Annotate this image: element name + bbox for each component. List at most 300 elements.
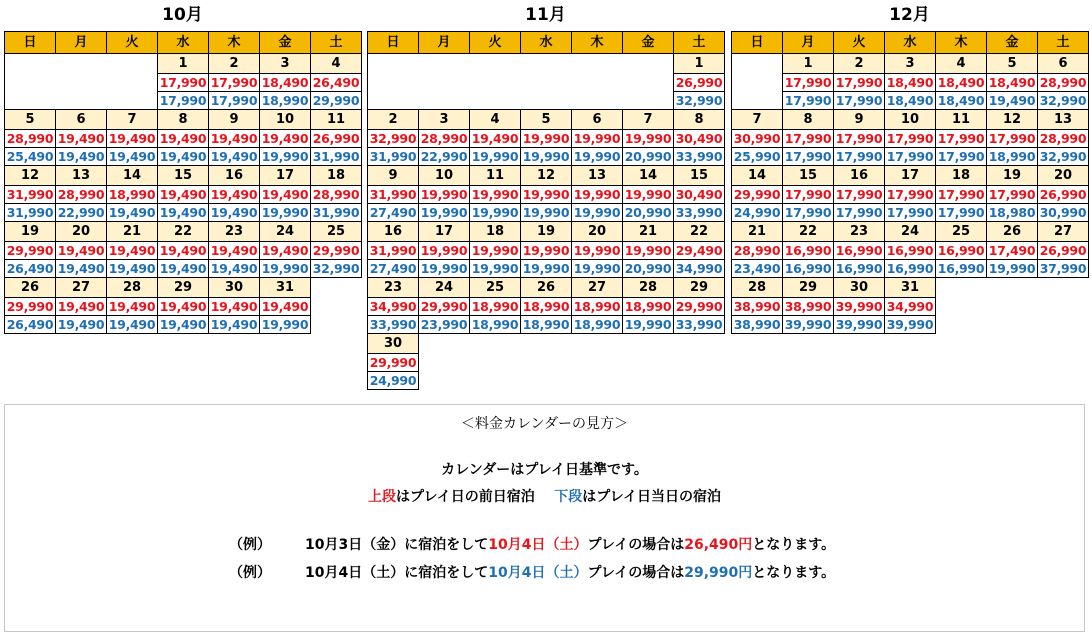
price-same-day: 19,990 bbox=[259, 315, 311, 334]
price-same-day: 19,490 bbox=[106, 315, 158, 334]
price-same-day: 17,990 bbox=[208, 91, 260, 110]
price-prev-night: 17,990 bbox=[208, 73, 260, 92]
example-prefix: （例） bbox=[229, 537, 271, 553]
weekday-header: 月 bbox=[418, 31, 470, 54]
day-number: 29 bbox=[157, 277, 209, 298]
price-prev-night: 18,490 bbox=[986, 73, 1038, 92]
price-prev-night: 19,490 bbox=[208, 185, 260, 204]
price-same-day: 27,490 bbox=[367, 203, 419, 222]
day-number: 24 bbox=[259, 221, 311, 242]
month-title: 12月 bbox=[889, 5, 930, 25]
price-prev-night: 19,490 bbox=[208, 129, 260, 148]
price-same-day: 19,490 bbox=[106, 147, 158, 166]
day-number: 9 bbox=[833, 109, 885, 130]
price-prev-night: 18,990 bbox=[520, 297, 572, 316]
price-same-day: 30,990 bbox=[1037, 203, 1089, 222]
day-number: 20 bbox=[1037, 165, 1089, 186]
day-number: 14 bbox=[622, 165, 674, 186]
day-number: 9 bbox=[367, 165, 419, 186]
day-number: 27 bbox=[571, 277, 623, 298]
day-number: 29 bbox=[673, 277, 725, 298]
price-prev-night: 29,990 bbox=[731, 185, 783, 204]
price-same-day: 18,990 bbox=[571, 315, 623, 334]
price-prev-night: 17,490 bbox=[986, 241, 1038, 260]
day-number: 7 bbox=[622, 109, 674, 130]
price-same-day: 17,990 bbox=[833, 147, 885, 166]
price-prev-night: 18,490 bbox=[935, 73, 987, 92]
day-number: 26 bbox=[4, 277, 56, 298]
price-prev-night: 31,990 bbox=[4, 185, 56, 204]
price-prev-night: 19,490 bbox=[157, 241, 209, 260]
price-same-day: 17,990 bbox=[935, 203, 987, 222]
example-play-date: 10月4日（土） bbox=[488, 537, 588, 553]
price-prev-night: 29,990 bbox=[4, 241, 56, 260]
day-number: 3 bbox=[418, 109, 470, 130]
day-number: 2 bbox=[208, 53, 260, 74]
price-same-day: 32,990 bbox=[673, 91, 725, 110]
price-prev-night: 17,990 bbox=[935, 185, 987, 204]
day-number: 30 bbox=[367, 333, 419, 354]
price-prev-night: 19,990 bbox=[520, 241, 572, 260]
day-number: 17 bbox=[259, 165, 311, 186]
price-same-day: 26,490 bbox=[4, 315, 56, 334]
price-prev-night: 16,990 bbox=[833, 241, 885, 260]
day-number: 3 bbox=[884, 53, 936, 74]
price-prev-night: 19,490 bbox=[157, 129, 209, 148]
day-number: 19 bbox=[986, 165, 1038, 186]
price-same-day: 20,990 bbox=[622, 203, 674, 222]
day-number: 8 bbox=[157, 109, 209, 130]
price-prev-night: 18,990 bbox=[571, 297, 623, 316]
price-prev-night: 19,990 bbox=[571, 129, 623, 148]
price-prev-night: 19,490 bbox=[55, 297, 107, 316]
price-same-day: 19,490 bbox=[157, 147, 209, 166]
price-prev-night: 19,990 bbox=[469, 185, 521, 204]
day-number: 11 bbox=[469, 165, 521, 186]
price-prev-night: 28,990 bbox=[4, 129, 56, 148]
price-prev-night: 34,990 bbox=[367, 297, 419, 316]
day-number: 12 bbox=[4, 165, 56, 186]
price-same-day: 19,490 bbox=[208, 259, 260, 278]
price-prev-night: 19,990 bbox=[418, 185, 470, 204]
weekday-header: 日 bbox=[731, 31, 783, 54]
day-number: 29 bbox=[782, 277, 834, 298]
weekday-header: 金 bbox=[259, 31, 311, 54]
weekday-header: 日 bbox=[4, 31, 56, 54]
price-same-day: 38,990 bbox=[731, 315, 783, 334]
price-prev-night: 19,490 bbox=[157, 297, 209, 316]
price-prev-night: 28,990 bbox=[418, 129, 470, 148]
price-same-day: 32,990 bbox=[310, 259, 362, 278]
price-prev-night: 18,990 bbox=[106, 185, 158, 204]
price-same-day: 19,990 bbox=[418, 203, 470, 222]
day-number: 9 bbox=[208, 109, 260, 130]
day-number: 25 bbox=[469, 277, 521, 298]
month-title: 11月 bbox=[525, 5, 566, 25]
weekday-header: 月 bbox=[55, 31, 107, 54]
day-number: 23 bbox=[833, 221, 885, 242]
day-number: 3 bbox=[259, 53, 311, 74]
price-prev-night: 39,990 bbox=[833, 297, 885, 316]
price-same-day: 19,490 bbox=[157, 259, 209, 278]
upper-tier-text: はプレイ日の前日宿泊 bbox=[396, 489, 535, 505]
price-same-day: 27,490 bbox=[367, 259, 419, 278]
price-prev-night: 17,990 bbox=[884, 185, 936, 204]
price-same-day: 19,990 bbox=[986, 259, 1038, 278]
price-prev-night: 29,990 bbox=[418, 297, 470, 316]
day-number: 2 bbox=[367, 109, 419, 130]
price-prev-night: 28,990 bbox=[310, 185, 362, 204]
price-same-day: 19,990 bbox=[520, 147, 572, 166]
price-same-day: 22,990 bbox=[418, 147, 470, 166]
month-title: 10月 bbox=[162, 5, 203, 25]
price-same-day: 31,990 bbox=[367, 147, 419, 166]
day-number: 11 bbox=[310, 109, 362, 130]
price-prev-night: 30,990 bbox=[731, 129, 783, 148]
day-number: 1 bbox=[157, 53, 209, 74]
price-same-day: 18,990 bbox=[469, 315, 521, 334]
weekday-header: 水 bbox=[520, 31, 572, 54]
day-number: 19 bbox=[4, 221, 56, 242]
price-same-day: 19,990 bbox=[418, 259, 470, 278]
price-prev-night: 17,990 bbox=[833, 185, 885, 204]
price-same-day: 17,990 bbox=[833, 203, 885, 222]
price-same-day: 18,990 bbox=[986, 147, 1038, 166]
price-prev-night: 19,490 bbox=[55, 241, 107, 260]
price-prev-night: 18,490 bbox=[884, 73, 936, 92]
price-prev-night: 19,490 bbox=[208, 297, 260, 316]
weekday-header: 土 bbox=[673, 31, 725, 54]
day-number: 23 bbox=[208, 221, 260, 242]
day-number: 10 bbox=[418, 165, 470, 186]
price-same-day: 19,990 bbox=[571, 147, 623, 166]
day-number: 22 bbox=[782, 221, 834, 242]
price-prev-night: 19,490 bbox=[469, 129, 521, 148]
example-price: 26,490円 bbox=[684, 537, 753, 553]
upper-tier-label: 上段 bbox=[368, 489, 396, 505]
price-prev-night: 29,990 bbox=[310, 241, 362, 260]
price-same-day: 20,990 bbox=[622, 259, 674, 278]
price-prev-night: 17,990 bbox=[884, 129, 936, 148]
example-prefix: （例） bbox=[229, 565, 271, 581]
price-prev-night: 19,990 bbox=[418, 241, 470, 260]
price-same-day: 23,990 bbox=[418, 315, 470, 334]
day-number: 28 bbox=[731, 277, 783, 298]
price-prev-night: 16,990 bbox=[782, 241, 834, 260]
price-same-day: 19,490 bbox=[55, 315, 107, 334]
price-prev-night: 26,990 bbox=[673, 73, 725, 92]
day-number: 21 bbox=[731, 221, 783, 242]
price-prev-night: 19,490 bbox=[259, 297, 311, 316]
price-same-day: 19,490 bbox=[55, 259, 107, 278]
price-same-day: 19,990 bbox=[469, 147, 521, 166]
day-number: 30 bbox=[208, 277, 260, 298]
price-same-day: 19,490 bbox=[157, 203, 209, 222]
price-prev-night: 19,990 bbox=[520, 185, 572, 204]
day-number: 5 bbox=[4, 109, 56, 130]
price-same-day: 31,990 bbox=[310, 203, 362, 222]
day-number: 15 bbox=[673, 165, 725, 186]
price-prev-night: 19,490 bbox=[106, 297, 158, 316]
day-number: 2 bbox=[833, 53, 885, 74]
price-prev-night: 19,490 bbox=[157, 185, 209, 204]
empty-cell bbox=[4, 53, 158, 110]
price-prev-night: 19,990 bbox=[520, 129, 572, 148]
day-number: 30 bbox=[833, 277, 885, 298]
price-same-day: 19,490 bbox=[208, 147, 260, 166]
example-stay: 10月4日（土）に宿泊をして bbox=[305, 565, 489, 581]
day-number: 8 bbox=[782, 109, 834, 130]
price-same-day: 39,990 bbox=[782, 315, 834, 334]
price-prev-night: 17,990 bbox=[157, 73, 209, 92]
weekday-header: 木 bbox=[208, 31, 260, 54]
price-same-day: 32,990 bbox=[1037, 147, 1089, 166]
day-number: 22 bbox=[673, 221, 725, 242]
price-same-day: 19,990 bbox=[622, 315, 674, 334]
price-same-day: 18,990 bbox=[259, 91, 311, 110]
day-number: 20 bbox=[55, 221, 107, 242]
price-same-day: 33,990 bbox=[673, 147, 725, 166]
price-same-day: 19,990 bbox=[259, 203, 311, 222]
price-prev-night: 26,990 bbox=[1037, 241, 1089, 260]
price-same-day: 37,990 bbox=[1037, 259, 1089, 278]
price-same-day: 34,990 bbox=[673, 259, 725, 278]
day-number: 18 bbox=[935, 165, 987, 186]
price-prev-night: 17,990 bbox=[833, 73, 885, 92]
day-number: 13 bbox=[571, 165, 623, 186]
price-prev-night: 17,990 bbox=[782, 129, 834, 148]
price-prev-night: 17,990 bbox=[782, 73, 834, 92]
price-same-day: 39,990 bbox=[833, 315, 885, 334]
day-number: 14 bbox=[731, 165, 783, 186]
day-number: 21 bbox=[622, 221, 674, 242]
price-prev-night: 19,490 bbox=[55, 129, 107, 148]
day-number: 28 bbox=[622, 277, 674, 298]
example-play-date: 10月4日（土） bbox=[488, 565, 588, 581]
day-number: 5 bbox=[520, 109, 572, 130]
day-number: 4 bbox=[469, 109, 521, 130]
price-same-day: 19,990 bbox=[520, 259, 572, 278]
price-prev-night: 18,990 bbox=[469, 297, 521, 316]
price-same-day: 16,990 bbox=[782, 259, 834, 278]
weekday-header: 月 bbox=[782, 31, 834, 54]
price-prev-night: 26,490 bbox=[310, 73, 362, 92]
day-number: 5 bbox=[986, 53, 1038, 74]
price-same-day: 19,990 bbox=[571, 259, 623, 278]
day-number: 26 bbox=[520, 277, 572, 298]
day-number: 31 bbox=[259, 277, 311, 298]
price-prev-night: 17,990 bbox=[986, 129, 1038, 148]
price-prev-night: 28,990 bbox=[55, 185, 107, 204]
weekday-header: 木 bbox=[935, 31, 987, 54]
day-number: 12 bbox=[986, 109, 1038, 130]
price-same-day: 23,490 bbox=[731, 259, 783, 278]
lower-tier-label: 下段 bbox=[554, 489, 583, 505]
price-prev-night: 30,490 bbox=[673, 185, 725, 204]
day-number: 15 bbox=[157, 165, 209, 186]
price-same-day: 19,990 bbox=[469, 203, 521, 222]
day-number: 27 bbox=[55, 277, 107, 298]
day-number: 14 bbox=[106, 165, 158, 186]
legend-title: ＜料金カレンダーの見方＞ bbox=[460, 416, 629, 432]
day-number: 20 bbox=[571, 221, 623, 242]
price-same-day: 19,490 bbox=[157, 315, 209, 334]
price-same-day: 24,990 bbox=[367, 371, 419, 390]
weekday-header: 金 bbox=[622, 31, 674, 54]
day-number: 10 bbox=[259, 109, 311, 130]
price-prev-night: 16,990 bbox=[935, 241, 987, 260]
price-prev-night: 31,990 bbox=[367, 185, 419, 204]
legend-line-basis: カレンダーはプレイ日基準です。 bbox=[441, 462, 648, 478]
day-number: 15 bbox=[782, 165, 834, 186]
day-number: 1 bbox=[782, 53, 834, 74]
price-prev-night: 19,490 bbox=[106, 129, 158, 148]
price-prev-night: 19,990 bbox=[622, 241, 674, 260]
day-number: 13 bbox=[55, 165, 107, 186]
day-number: 24 bbox=[884, 221, 936, 242]
price-same-day: 19,490 bbox=[986, 91, 1038, 110]
price-prev-night: 17,990 bbox=[833, 129, 885, 148]
price-same-day: 25,490 bbox=[4, 147, 56, 166]
day-number: 17 bbox=[418, 221, 470, 242]
price-prev-night: 19,990 bbox=[469, 241, 521, 260]
day-number: 4 bbox=[935, 53, 987, 74]
price-same-day: 20,990 bbox=[622, 147, 674, 166]
example-suffix: となります。 bbox=[752, 565, 836, 581]
price-same-day: 19,490 bbox=[208, 315, 260, 334]
day-number: 8 bbox=[673, 109, 725, 130]
weekday-header: 水 bbox=[884, 31, 936, 54]
day-number: 22 bbox=[157, 221, 209, 242]
weekday-header: 火 bbox=[833, 31, 885, 54]
day-number: 16 bbox=[367, 221, 419, 242]
day-number: 6 bbox=[571, 109, 623, 130]
weekday-header: 日 bbox=[367, 31, 419, 54]
lower-tier-text: はプレイ日当日の宿泊 bbox=[582, 489, 721, 505]
price-prev-night: 19,490 bbox=[259, 129, 311, 148]
price-same-day: 18,980 bbox=[986, 203, 1038, 222]
price-same-day: 22,990 bbox=[55, 203, 107, 222]
price-prev-night: 18,990 bbox=[622, 297, 674, 316]
price-prev-night: 19,490 bbox=[259, 185, 311, 204]
price-same-day: 25,990 bbox=[731, 147, 783, 166]
day-number: 1 bbox=[673, 53, 725, 74]
weekday-header: 水 bbox=[157, 31, 209, 54]
legend-box bbox=[4, 404, 1085, 632]
price-prev-night: 28,990 bbox=[1037, 129, 1089, 148]
price-prev-night: 29,990 bbox=[673, 297, 725, 316]
price-same-day: 17,990 bbox=[833, 91, 885, 110]
day-number: 23 bbox=[367, 277, 419, 298]
price-same-day: 39,990 bbox=[884, 315, 936, 334]
day-number: 6 bbox=[55, 109, 107, 130]
price-same-day: 32,990 bbox=[1037, 91, 1089, 110]
price-same-day: 33,990 bbox=[673, 315, 725, 334]
price-same-day: 33,990 bbox=[673, 203, 725, 222]
price-prev-night: 34,990 bbox=[884, 297, 936, 316]
day-number: 12 bbox=[520, 165, 572, 186]
example-stay: 10月3日（金）に宿泊をして bbox=[305, 537, 489, 553]
price-same-day: 19,490 bbox=[55, 147, 107, 166]
price-prev-night: 29,990 bbox=[4, 297, 56, 316]
price-prev-night: 26,990 bbox=[310, 129, 362, 148]
example-mid: プレイの場合は bbox=[587, 537, 685, 553]
price-prev-night: 19,990 bbox=[622, 129, 674, 148]
price-same-day: 19,990 bbox=[520, 203, 572, 222]
day-number: 11 bbox=[935, 109, 987, 130]
price-same-day: 19,990 bbox=[469, 259, 521, 278]
weekday-header: 金 bbox=[986, 31, 1038, 54]
price-prev-night: 19,990 bbox=[571, 185, 623, 204]
price-prev-night: 38,990 bbox=[782, 297, 834, 316]
day-number: 28 bbox=[106, 277, 158, 298]
example-line-1 bbox=[229, 534, 835, 554]
price-same-day: 31,990 bbox=[310, 147, 362, 166]
empty-cell bbox=[367, 53, 674, 110]
price-prev-night: 19,990 bbox=[622, 185, 674, 204]
example-suffix: となります。 bbox=[752, 537, 836, 553]
empty-cell bbox=[731, 53, 783, 110]
price-prev-night: 28,990 bbox=[731, 241, 783, 260]
price-same-day: 24,990 bbox=[731, 203, 783, 222]
price-same-day: 17,990 bbox=[884, 147, 936, 166]
price-prev-night: 29,490 bbox=[673, 241, 725, 260]
price-prev-night: 18,490 bbox=[259, 73, 311, 92]
day-number: 26 bbox=[986, 221, 1038, 242]
example-mid: プレイの場合は bbox=[587, 565, 685, 581]
price-same-day: 29,990 bbox=[310, 91, 362, 110]
day-number: 10 bbox=[884, 109, 936, 130]
price-same-day: 26,490 bbox=[4, 259, 56, 278]
day-number: 17 bbox=[884, 165, 936, 186]
day-number: 18 bbox=[469, 221, 521, 242]
day-number: 25 bbox=[310, 221, 362, 242]
price-prev-night: 31,990 bbox=[367, 241, 419, 260]
day-number: 7 bbox=[731, 109, 783, 130]
price-prev-night: 17,990 bbox=[782, 185, 834, 204]
price-same-day: 17,990 bbox=[782, 91, 834, 110]
weekday-header: 火 bbox=[469, 31, 521, 54]
price-same-day: 19,990 bbox=[259, 147, 311, 166]
weekday-header: 木 bbox=[571, 31, 623, 54]
legend-line-tiers bbox=[5, 486, 1084, 506]
day-number: 27 bbox=[1037, 221, 1089, 242]
day-number: 4 bbox=[310, 53, 362, 74]
day-number: 18 bbox=[310, 165, 362, 186]
price-same-day: 18,990 bbox=[520, 315, 572, 334]
price-prev-night: 38,990 bbox=[731, 297, 783, 316]
price-prev-night: 16,990 bbox=[884, 241, 936, 260]
price-prev-night: 29,990 bbox=[367, 353, 419, 372]
price-same-day: 17,990 bbox=[935, 147, 987, 166]
price-same-day: 31,990 bbox=[4, 203, 56, 222]
example-price: 29,990円 bbox=[684, 565, 753, 581]
price-prev-night: 28,990 bbox=[1037, 73, 1089, 92]
day-number: 24 bbox=[418, 277, 470, 298]
price-same-day: 16,990 bbox=[833, 259, 885, 278]
day-number: 16 bbox=[833, 165, 885, 186]
price-prev-night: 17,990 bbox=[935, 129, 987, 148]
example-line-2 bbox=[229, 562, 835, 582]
day-number: 25 bbox=[935, 221, 987, 242]
price-same-day: 17,990 bbox=[884, 203, 936, 222]
price-prev-night: 32,990 bbox=[367, 129, 419, 148]
price-same-day: 19,490 bbox=[106, 259, 158, 278]
day-number: 16 bbox=[208, 165, 260, 186]
price-same-day: 17,990 bbox=[782, 147, 834, 166]
price-same-day: 18,490 bbox=[884, 91, 936, 110]
day-number: 21 bbox=[106, 221, 158, 242]
